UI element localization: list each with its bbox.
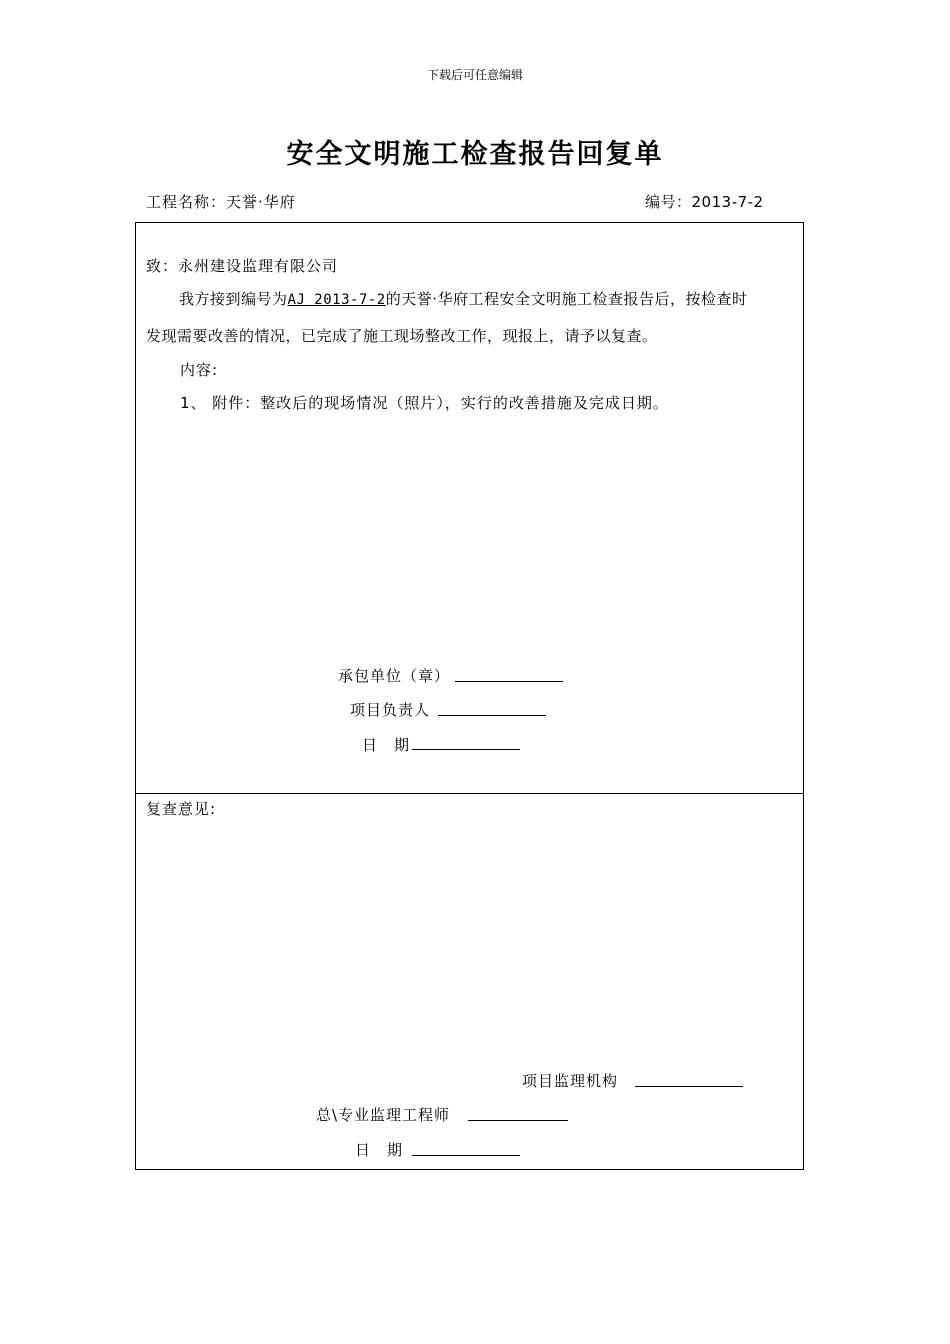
paragraph-line-1 <box>179 288 748 309</box>
document-number <box>645 191 764 212</box>
form-table <box>135 222 804 1170</box>
upper-date-line <box>412 749 520 750</box>
review-label: 复查意见: <box>146 800 217 818</box>
download-note: 下载后可任意编辑 <box>426 68 523 82</box>
org-signature-line <box>635 1086 743 1087</box>
project-label: 工程名称： <box>146 193 227 211</box>
recipient-line <box>146 255 338 276</box>
lower-date-label: 日 期 <box>355 1141 404 1159</box>
project-value: 天誉·华府 <box>226 193 296 211</box>
section-divider <box>135 793 804 794</box>
code-label: 编号： <box>645 193 692 211</box>
project-name <box>146 191 296 212</box>
contractor-label: 承包单位（章） <box>338 667 451 685</box>
engineer-signature-line <box>468 1120 568 1121</box>
manager-label: 项目负责人 <box>350 701 431 719</box>
lower-date-line <box>412 1155 520 1156</box>
upper-date-label: 日 期 <box>362 736 411 754</box>
page-title: 安全文明施工检查报告回复单 <box>286 139 664 170</box>
manager-signature <box>350 699 430 720</box>
para1-post: 的天誉·华府工程安全文明施工检查报告后，按检查时 <box>385 290 748 308</box>
org-label: 项目监理机构 <box>522 1072 619 1090</box>
to-label: 致： <box>146 257 179 275</box>
contractor-signature <box>338 665 450 686</box>
lower-date <box>355 1139 403 1160</box>
attachment-item: 1、 附件：整改后的现场情况（照片），实行的改善措施及完成日期。 <box>180 394 669 412</box>
supervision-org <box>522 1070 618 1091</box>
content-label: 内容: <box>180 361 219 379</box>
para1-pre: 我方接到编号为 <box>179 290 288 308</box>
report-reference: AJ 2013-7-2 <box>287 292 386 308</box>
upper-date <box>362 734 410 755</box>
engineer-signature <box>316 1104 450 1125</box>
to-value: 永州建设监理有限公司 <box>178 257 339 275</box>
contractor-signature-line <box>455 681 563 682</box>
manager-signature-line <box>438 715 546 716</box>
engineer-label: 总\专业监理工程师 <box>316 1106 451 1124</box>
paragraph-line-2: 发现需要改善的情况，已完成了施工现场整改工作，现报上，请予以复查。 <box>146 327 658 345</box>
code-value: 2013-7-2 <box>691 193 764 211</box>
